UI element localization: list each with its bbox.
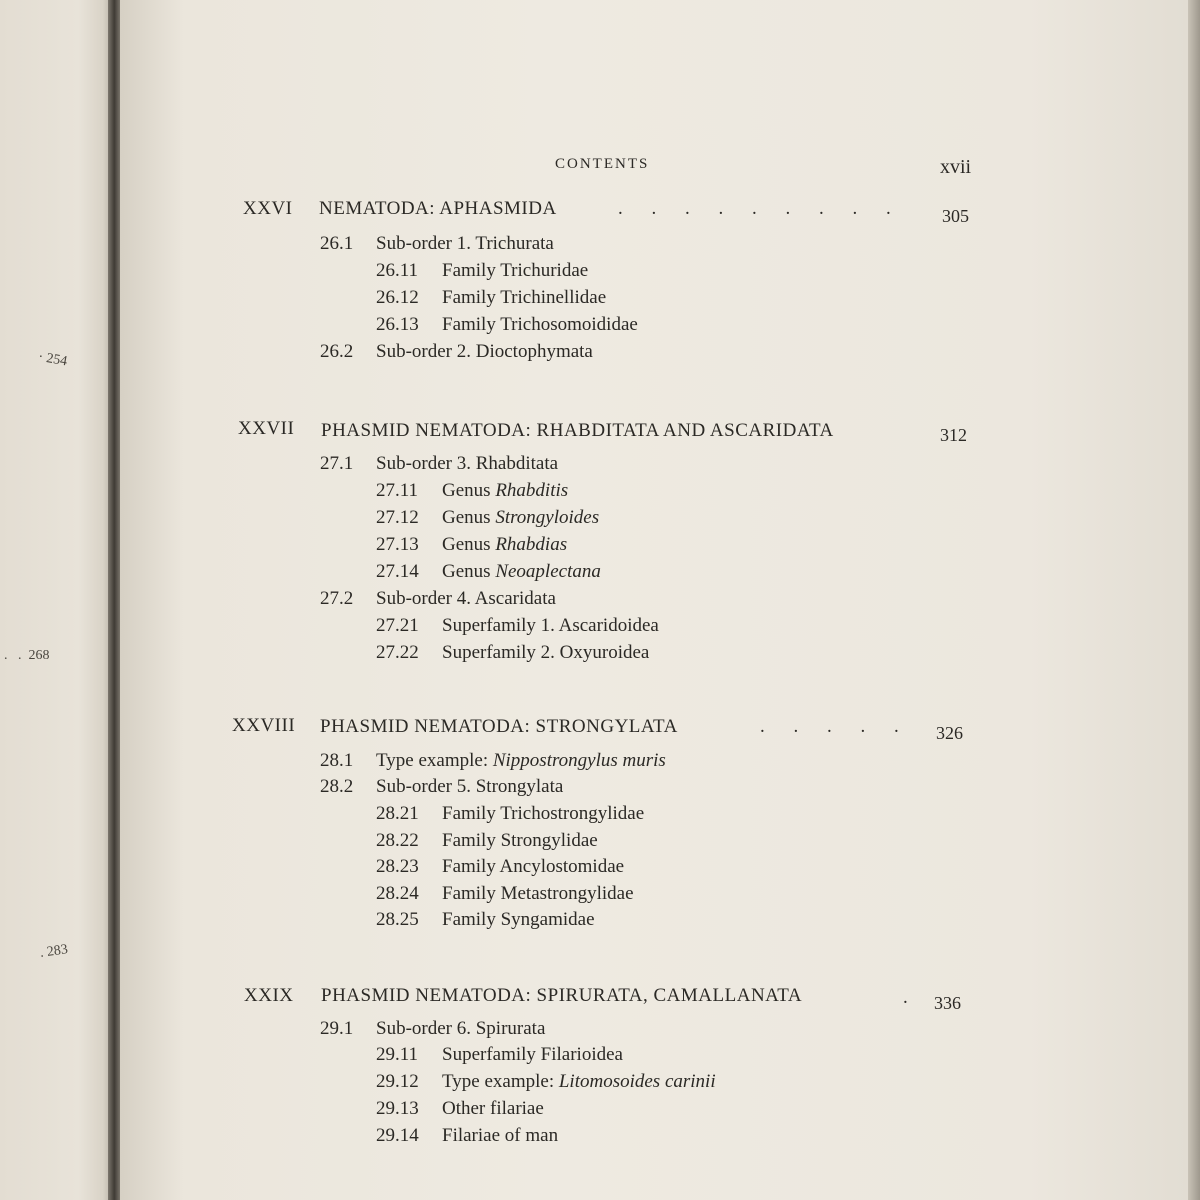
right-page — [120, 0, 1188, 1200]
chapter-number: XXIX — [244, 985, 294, 1006]
section-number: 27.12 — [376, 507, 419, 528]
section-number: 26.13 — [376, 314, 419, 335]
page-number: xvii — [940, 156, 972, 178]
section-number: 26.1 — [320, 233, 354, 254]
section-title: Family Trichosomoididae — [442, 314, 638, 335]
section-entry — [376, 642, 649, 664]
left-page — [0, 0, 112, 1200]
chapter-title: NEMATODA: APHASMIDA — [319, 198, 557, 219]
section-title: Genus — [442, 534, 496, 555]
chapter-page-number: 312 — [940, 425, 967, 445]
section-number: 27.14 — [376, 561, 419, 582]
section-title: Sub-order 2. Dioctophymata — [376, 341, 593, 362]
section-italic: Strongyloides — [495, 507, 600, 528]
chapter-number: XXVII — [238, 418, 295, 439]
chapter-title: PHASMID NEMATODA: STRONGYLATA — [320, 716, 678, 737]
section-title: Sub-order 5. Strongylata — [376, 776, 564, 797]
chapter-page-number: 336 — [934, 993, 961, 1013]
section-entry — [376, 314, 638, 336]
section-number: 28.22 — [376, 830, 419, 851]
section-number: 26.2 — [320, 341, 354, 362]
section-title: Family Metastrongylidae — [442, 883, 634, 904]
section-entry — [376, 260, 588, 282]
section-title: Family Trichuridae — [442, 260, 589, 281]
section-title: Genus — [442, 480, 496, 501]
chapter-page-number: 326 — [936, 723, 963, 743]
left-margin-number: · 254 — [37, 349, 69, 370]
leader-dots: . — [903, 987, 920, 1008]
section-entry — [376, 287, 606, 309]
section-number: 29.1 — [320, 1018, 354, 1039]
section-entry — [376, 1098, 544, 1120]
section-title: Family Trichostrongylidae — [442, 803, 645, 824]
section-entry — [320, 341, 593, 363]
section-entry — [320, 453, 558, 475]
section-number: 27.21 — [376, 615, 419, 636]
section-title: Type example: — [442, 1071, 559, 1092]
section-entry — [376, 1044, 623, 1066]
section-number: 29.12 — [376, 1071, 419, 1092]
section-title: Sub-order 1. Trichurata — [376, 233, 554, 254]
section-number: 28.1 — [320, 750, 354, 771]
section-number: 28.24 — [376, 883, 419, 904]
section-number: 28.25 — [376, 909, 419, 930]
section-title: Family Trichinellidae — [442, 287, 607, 308]
section-entry — [320, 776, 563, 798]
left-margin-number: . . 268 — [4, 648, 50, 663]
section-entry — [376, 830, 598, 852]
section-entry — [376, 534, 567, 556]
section-entry — [376, 883, 634, 905]
section-number: 27.1 — [320, 453, 354, 474]
section-entry — [376, 561, 601, 583]
section-title: Other filariae — [442, 1098, 544, 1119]
section-number: 29.13 — [376, 1098, 419, 1119]
leader-dots: . . . . . — [760, 716, 911, 737]
leader-dots: . . . . . . . . . — [618, 198, 903, 219]
section-title: Superfamily 1. Ascaridoidea — [442, 615, 659, 636]
section-number: 26.11 — [376, 260, 419, 281]
section-entry — [376, 803, 644, 825]
section-title: Superfamily 2. Oxyuroidea — [442, 642, 650, 663]
chapter-number: XXVI — [243, 198, 293, 219]
chapter-title: PHASMID NEMATODA: SPIRURATA, CAMALLANATA — [321, 985, 803, 1006]
section-entry — [320, 1018, 545, 1040]
section-italic: Nippostrongylus muris — [492, 750, 666, 771]
section-number: 26.12 — [376, 287, 419, 308]
section-title: Superfamily Filarioidea — [442, 1044, 623, 1065]
page-edge — [1188, 0, 1200, 1200]
section-entry — [376, 909, 595, 931]
section-title: Genus — [442, 561, 496, 582]
section-entry — [376, 507, 599, 529]
section-title: Sub-order 6. Spirurata — [376, 1018, 546, 1039]
section-number: 29.11 — [376, 1044, 419, 1065]
section-number: 29.14 — [376, 1125, 419, 1146]
section-number: 27.13 — [376, 534, 419, 555]
section-number: 28.23 — [376, 856, 419, 877]
section-entry — [320, 233, 554, 255]
section-entry — [376, 1125, 558, 1147]
section-number: 28.21 — [376, 803, 419, 824]
section-number: 27.22 — [376, 642, 419, 663]
section-title: Family Ancylostomidae — [442, 856, 625, 877]
section-entry — [320, 750, 666, 772]
section-title: Sub-order 4. Ascaridata — [376, 588, 556, 609]
chapter-page-number: 305 — [942, 206, 969, 226]
section-title: Genus — [442, 507, 496, 528]
section-number: 28.2 — [320, 776, 354, 797]
section-italic: Litomosoides carinii — [558, 1071, 716, 1092]
left-margin-number: . 283 — [39, 942, 69, 961]
section-entry — [376, 480, 568, 502]
section-italic: Rhabdias — [495, 534, 568, 555]
chapter-number: XXVIII — [232, 715, 296, 736]
chapter-title: PHASMID NEMATODA: RHABDITATA AND ASCARIDATA — [321, 420, 834, 441]
section-title: Type example: — [376, 750, 493, 771]
running-header: CONTENTS — [555, 156, 650, 172]
section-italic: Neoaplectana — [495, 561, 601, 582]
section-entry — [376, 1071, 716, 1093]
section-title: Family Strongylidae — [442, 830, 598, 851]
section-entry — [320, 588, 556, 610]
section-entry — [376, 615, 659, 637]
section-title: Sub-order 3. Rhabditata — [376, 453, 559, 474]
section-number: 27.2 — [320, 588, 354, 609]
section-title: Family Syngamidae — [442, 909, 595, 930]
section-italic: Rhabditis — [495, 480, 569, 501]
section-entry — [376, 856, 624, 878]
section-title: Filariae of man — [442, 1125, 559, 1146]
section-number: 27.11 — [376, 480, 419, 501]
